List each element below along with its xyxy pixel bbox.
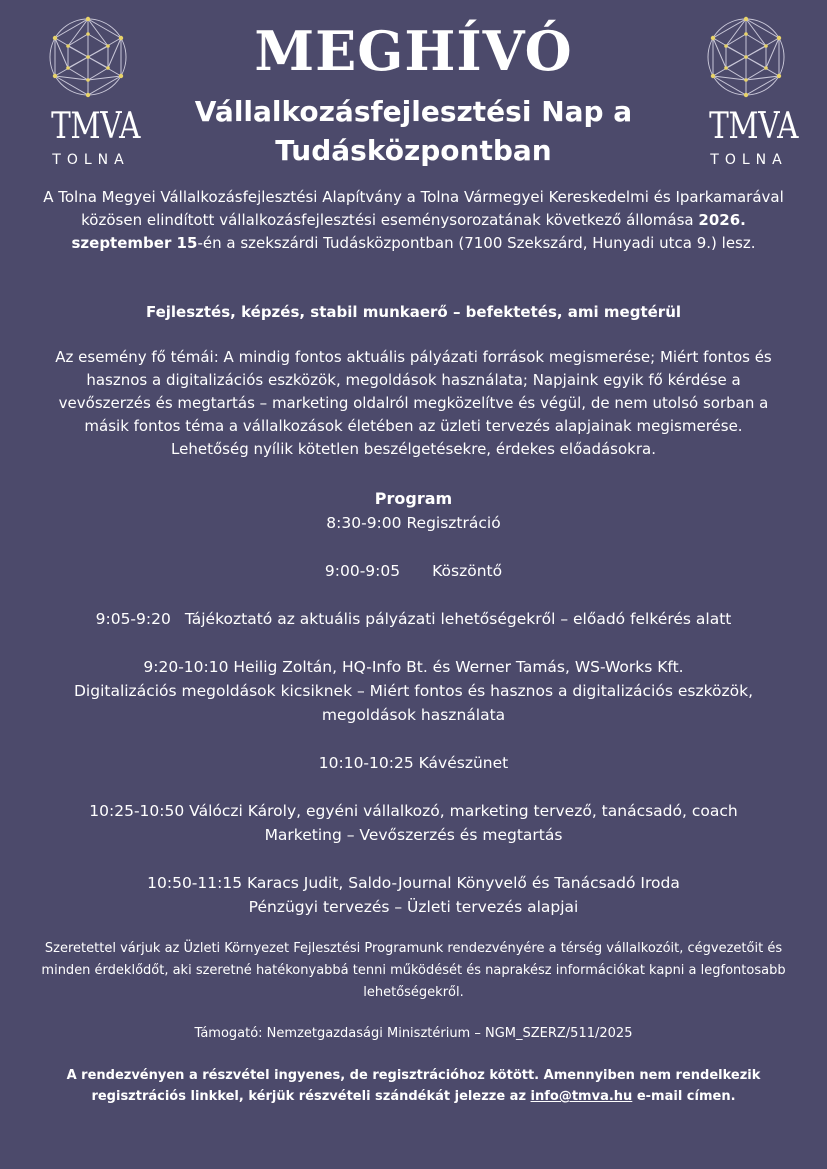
topics-text: Az esemény fő témái: A mindig fontos aktuális pályázati források megismerése; Miért fontos és hasznos a digitalizációs eszközök, megoldások használata; Napjaink egyik fő kérdése a vevőszerzés és megtartás – marketing oldalról megközelítve és végül, de nem utolsó sorban a másik fontos téma a vállalkozások életében az üzleti tervezés alapjainak megismerése. bbox=[55, 348, 772, 435]
program-time: 9:05-9:20 bbox=[95, 610, 171, 628]
program-time: 10:50-11:15 bbox=[147, 874, 243, 892]
page-subtitle: Vállalkozásfejlesztési Nap a Tudásközpontban bbox=[194, 95, 633, 167]
program-item bbox=[40, 607, 787, 631]
program-item bbox=[40, 511, 787, 535]
program-item bbox=[40, 655, 787, 727]
tmva-logo-right bbox=[701, 16, 799, 168]
intro-paragraph bbox=[40, 186, 787, 255]
program-detail: Marketing – Vevőszerzés és megtartás bbox=[264, 826, 563, 844]
geodesic-sphere-icon bbox=[705, 16, 787, 98]
program-time: 10:25-10:50 bbox=[89, 802, 185, 820]
program-item bbox=[40, 751, 787, 775]
intro-text-2: -én a szekszárdi Tudásközpontban (7100 Szekszárd, Hunyadi utca 9.) lesz. bbox=[197, 234, 756, 252]
topics-paragraph bbox=[40, 346, 787, 461]
program-detail: Pénzügyi tervezés – Üzleti tervezés alapjai bbox=[248, 898, 579, 916]
program-list bbox=[40, 511, 787, 919]
notice-text: A rendezvényen a részvétel ingyenes, de regisztrációhoz kötött. Amennyiben nem rendelkezik regisztrációs linkkel, kérjük részvételi szándékát jelezze az bbox=[66, 1068, 761, 1104]
notice-suffix: e-mail címen. bbox=[632, 1089, 736, 1104]
geodesic-sphere-icon bbox=[47, 16, 129, 98]
program-item bbox=[40, 559, 787, 583]
logo-sub-text: TOLNA bbox=[52, 152, 130, 168]
program-item bbox=[40, 871, 787, 919]
program-time: 10:10-10:25 bbox=[318, 754, 414, 772]
program-detail: Digitalizációs megoldások kicsiknek – Miért fontos és hasznos a digitalizációs eszközök, megoldások használata bbox=[73, 682, 754, 724]
program-text: Regisztráció bbox=[406, 514, 501, 532]
email-link[interactable]: info@tmva.hu bbox=[530, 1089, 633, 1104]
tmva-logo-left bbox=[43, 16, 141, 168]
program-heading: Program bbox=[374, 489, 453, 508]
logo-brand-text: TMVA bbox=[51, 106, 141, 147]
program-time: 8:30-9:00 bbox=[326, 514, 402, 532]
program-time: 9:20-10:10 bbox=[143, 658, 229, 676]
logo-sub-text: TOLNA bbox=[710, 152, 788, 168]
intro-text-1: A Tolna Megyei Vállalkozásfejlesztési Alapítvány a Tolna Vármegyei Kereskedelmi és Iparkamarával közösen elindított vállalkozásfejlesztési eseménysorozatának következő állomása bbox=[43, 188, 784, 229]
logo-brand-text: TMVA bbox=[709, 106, 799, 147]
program-text: Köszöntő bbox=[432, 562, 503, 580]
closing-paragraph: Szeretettel várjuk az Üzleti Környezet Fejlesztési Programunk rendezvényére a térség vállalkozóit, cégvezetőit és minden érdeklődőt, aki szeretné hatékonyabbá tenni működését és naprakész információkat kapni a legfontosabb lehetőségekről. bbox=[41, 941, 786, 1000]
event-date: 2026. szeptember 15 bbox=[71, 211, 746, 252]
program-text: Válóczi Károly, egyéni vállalkozó, marketing tervező, tanácsadó, coach bbox=[189, 802, 738, 820]
page-title: MEGHÍVÓ bbox=[254, 19, 573, 83]
registration-notice bbox=[40, 1065, 787, 1107]
tagline: Fejlesztés, képzés, stabil munkaerő – befektetés, ami megtérül bbox=[145, 303, 682, 321]
sponsor-line: Támogató: Nemzetgazdasági Minisztérium – NGM_SZERZ/511/2025 bbox=[194, 1026, 633, 1041]
program-text: Tájékoztató az aktuális pályázati lehetőségekről – előadó felkérés alatt bbox=[184, 610, 732, 628]
program-text: Karacs Judit, Saldo-Journal Könyvelő és Tanácsadó Iroda bbox=[247, 874, 680, 892]
topics-extra: Lehetőség nyílik kötetlen beszélgetésekre, érdekes előadásokra. bbox=[171, 440, 656, 458]
program-text: Heilig Zoltán, HQ-Info Bt. és Werner Tamás, WS-Works Kft. bbox=[233, 658, 684, 676]
program-time: 9:00-9:05 bbox=[324, 562, 401, 580]
program-item bbox=[40, 799, 787, 847]
program-text: Kávészünet bbox=[418, 754, 509, 772]
